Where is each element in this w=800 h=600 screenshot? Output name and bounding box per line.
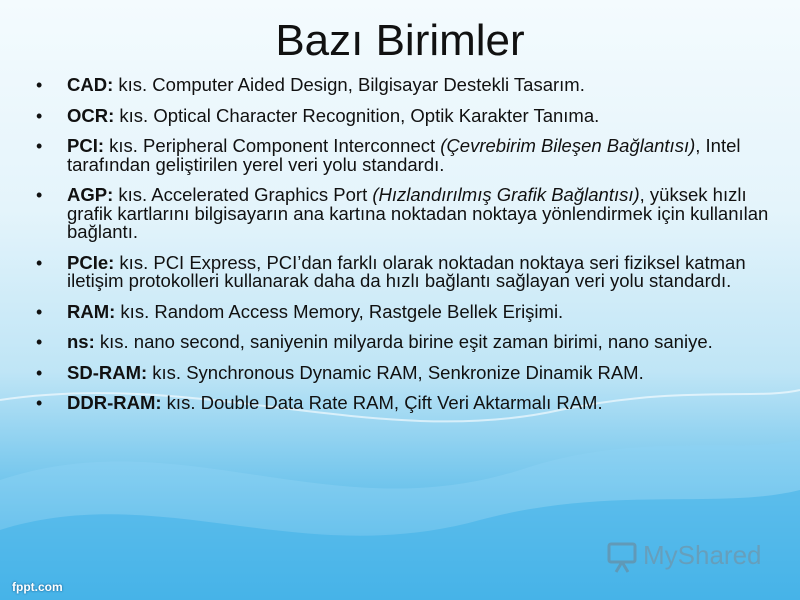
bullet-item — [36, 394, 776, 413]
bullet-term: RAM: — [67, 300, 116, 322]
bullet-item — [36, 104, 776, 126]
bullet-dot: • — [36, 362, 43, 383]
bullet-list — [36, 76, 776, 425]
bullet-dot: • — [36, 185, 43, 205]
bullet-term: AGP: — [67, 184, 114, 205]
bullet-dot: • — [36, 301, 43, 322]
slide-title: Bazı Birimler — [275, 16, 525, 65]
bullet-term: PCIe: — [67, 251, 115, 273]
bullet-text: kıs. nano second, saniyenin milyarda birine eşit zaman birimi, nano saniye. — [94, 331, 713, 352]
bullet-text: kıs. Optical Character Recognition, Optik Karakter Tanıma. — [114, 104, 600, 126]
footer-brand: fppt.com — [12, 580, 63, 594]
bullet-dot: • — [36, 252, 43, 273]
bullet-term: CAD: — [67, 74, 114, 95]
bullet-item — [36, 333, 776, 352]
bullet-dot: • — [36, 105, 43, 126]
bullet-term: ns: — [67, 331, 95, 352]
bullet-term: PCI: — [67, 135, 104, 156]
bullet-term: DDR-RAM: — [67, 392, 162, 413]
bullet-text: kıs. Accelerated Graphics Port — [113, 184, 373, 205]
bullet-text: kıs. Random Access Memory, Rastgele Bellek Erişimi. — [115, 300, 564, 322]
bullet-text: kıs. Computer Aided Design, Bilgisayar Destekli Tasarım. — [113, 74, 585, 95]
bullet-dot: • — [36, 393, 43, 413]
bullet-text: kıs. PCI Express, PCI’dan farklı olarak noktadan noktaya seri fiziksel katman iletişim protokolleri kullanarak daha da hızlı bağlantı sağlayan veri yolu standardı. — [67, 251, 746, 291]
bullet-item — [36, 137, 776, 174]
bullet-item — [36, 361, 776, 383]
bullet-text: kıs. Peripheral Component Interconnect — [104, 135, 441, 156]
bullet-text: , yüksek hızlı grafik kartlarını bilgisayarın ana kartına noktadan noktaya yönlendirmek için kullanılan bağlantı. — [67, 184, 769, 242]
myshared-watermark — [606, 536, 766, 576]
bullet-text: kıs. Double Data Rate RAM, Çift Veri Aktarmalı RAM. — [161, 392, 603, 413]
bullet-dot: • — [36, 75, 43, 95]
bullet-item — [36, 251, 776, 291]
presentation-screen-icon — [606, 540, 640, 574]
bullet-term: OCR: — [67, 104, 115, 126]
bullet-item — [36, 300, 776, 322]
bullet-dot: • — [36, 136, 43, 156]
watermark-text: MyShared — [643, 540, 762, 570]
bullet-item — [36, 76, 776, 95]
bullet-translation: (Çevrebirim Bileşen Bağlantısı) — [440, 135, 696, 156]
bullet-item — [36, 186, 776, 242]
bullet-text: , Intel tarafından geliştirilen yerel veri yolu standardı. — [67, 135, 741, 175]
bullet-translation: (Hızlandırılmış Grafik Bağlantısı) — [372, 184, 640, 205]
bullet-dot: • — [36, 332, 43, 352]
bullet-term: SD-RAM: — [67, 361, 148, 383]
bullet-text: kıs. Synchronous Dynamic RAM, Senkronize Dinamik RAM. — [147, 361, 644, 383]
